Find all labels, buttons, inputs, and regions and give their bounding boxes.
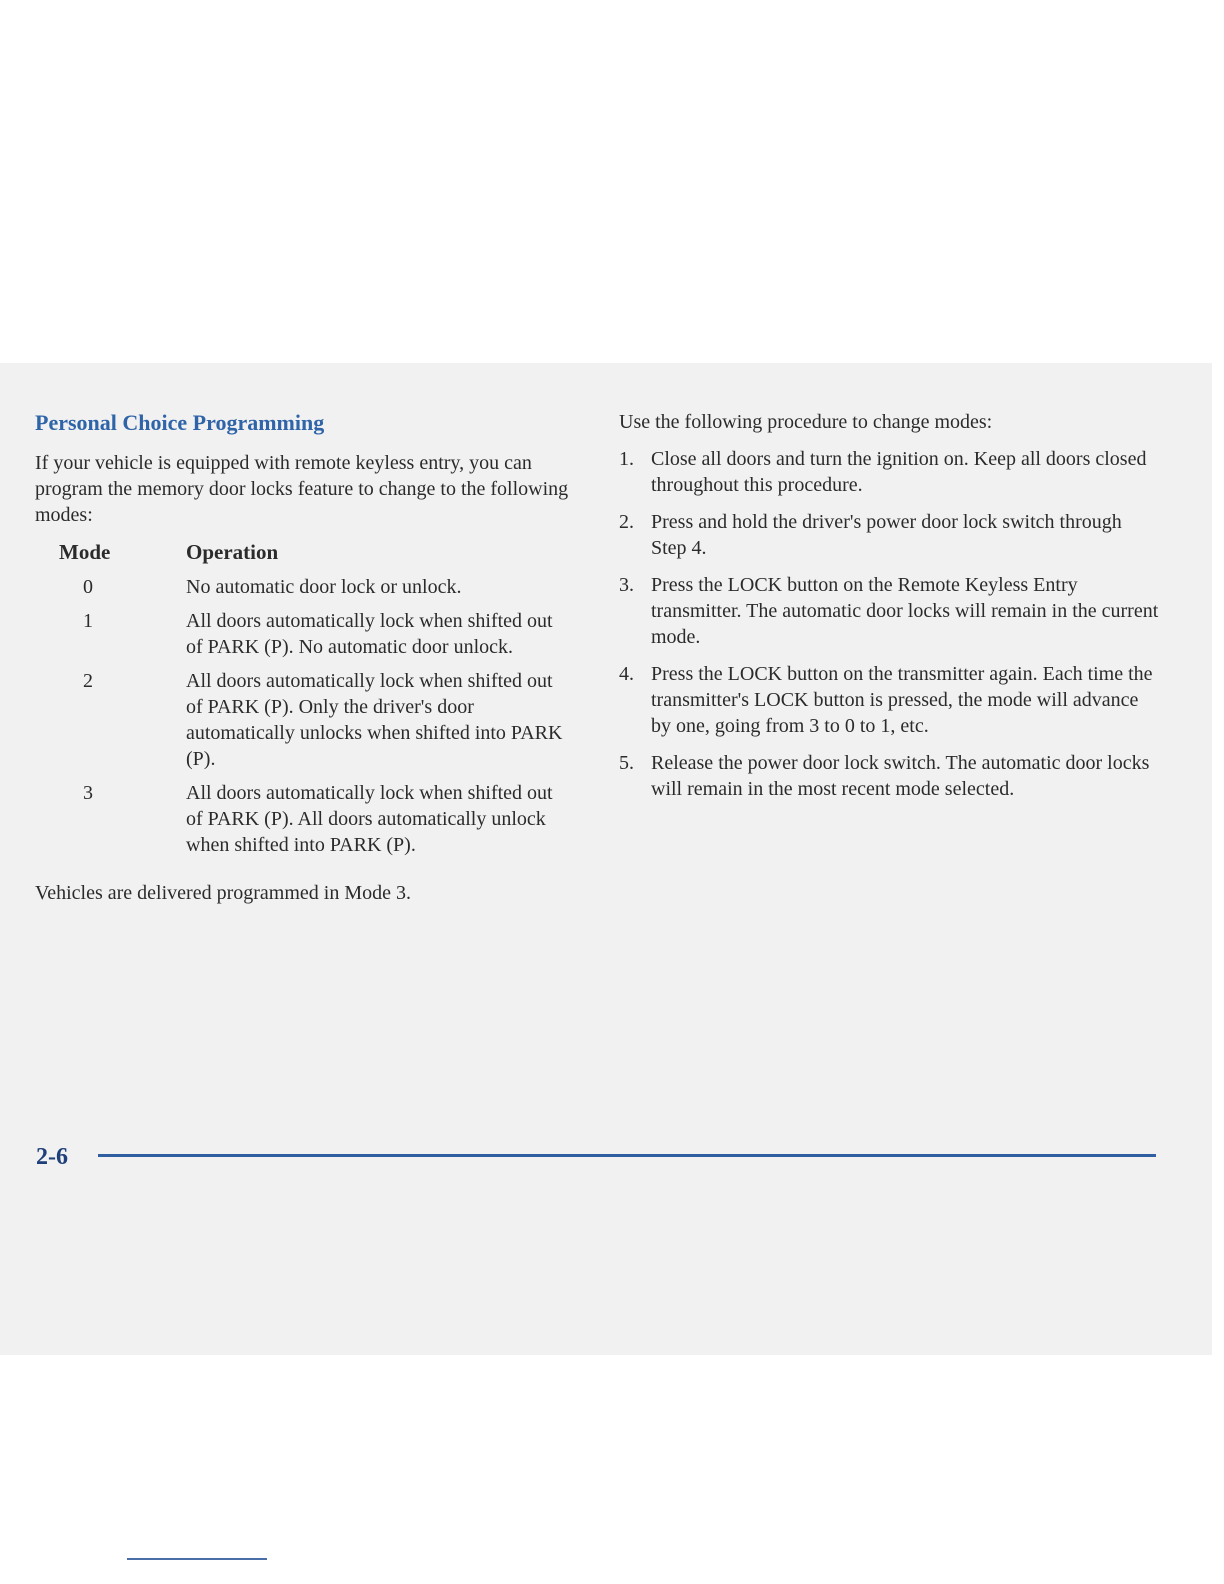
step-number: 2. [619,511,634,533]
operation-column-header: Operation [186,540,279,564]
table-row [35,608,575,660]
intro-paragraph: If your vehicle is equipped with remote keyless entry, you can program the memory door locks feature to change to the following modes: [35,452,569,526]
step-number: 4. [619,663,634,685]
mode-number: 0 [83,576,93,598]
step-text: Press and hold the driver's power door lock switch through Step 4. [651,511,1122,559]
left-column [35,408,575,926]
list-item [619,572,1179,650]
mode-table [35,538,575,858]
list-item [619,750,1179,802]
list-item [619,509,1179,561]
mode-number: 1 [83,610,93,632]
step-text: Release the power door lock switch. The automatic door locks will remain in the most recent mode selected. [651,752,1150,800]
step-text: Press the LOCK button on the Remote Keyless Entry transmitter. The automatic door locks will remain in the current mode. [651,574,1159,648]
mode-table-header [35,538,575,566]
step-number: 1. [619,448,634,470]
table-row [35,668,575,772]
step-number: 5. [619,752,634,774]
section-heading: Personal Choice Programming [35,410,325,435]
mode-operation: No automatic door lock or unlock. [186,576,462,598]
step-number: 3. [619,574,634,596]
mode-operation: All doors automatically lock when shifted out of PARK (P). No automatic door unlock. [186,610,553,658]
right-column [619,408,1179,813]
mode-column-header: Mode [59,540,111,564]
footer-rule [98,1154,1156,1157]
mode-number: 3 [83,782,93,804]
list-item [619,446,1179,498]
table-row [35,574,575,600]
table-row [35,780,575,858]
page-number: 2-6 [36,1144,68,1170]
closing-paragraph: Vehicles are delivered programmed in Mode 3. [35,882,411,904]
procedure-steps [619,446,1179,802]
mode-operation: All doors automatically lock when shifted out of PARK (P). All doors automatically unlock when shifted into PARK (P). [186,782,553,856]
mode-operation: All doors automatically lock when shifted out of PARK (P). Only the driver's door automatically unlocks when shifted into PARK (P). [186,670,563,770]
list-item [619,661,1179,739]
mode-number: 2 [83,670,93,692]
step-text: Press the LOCK button on the transmitter again. Each time the transmitter's LOCK button is pressed, the mode will advance by one, going from 3 to 0 to 1, etc. [651,663,1153,737]
step-text: Close all doors and turn the ignition on. Keep all doors closed throughout this procedure. [651,448,1147,496]
procedure-intro: Use the following procedure to change modes: [619,411,993,433]
bottom-divider [127,1558,267,1560]
